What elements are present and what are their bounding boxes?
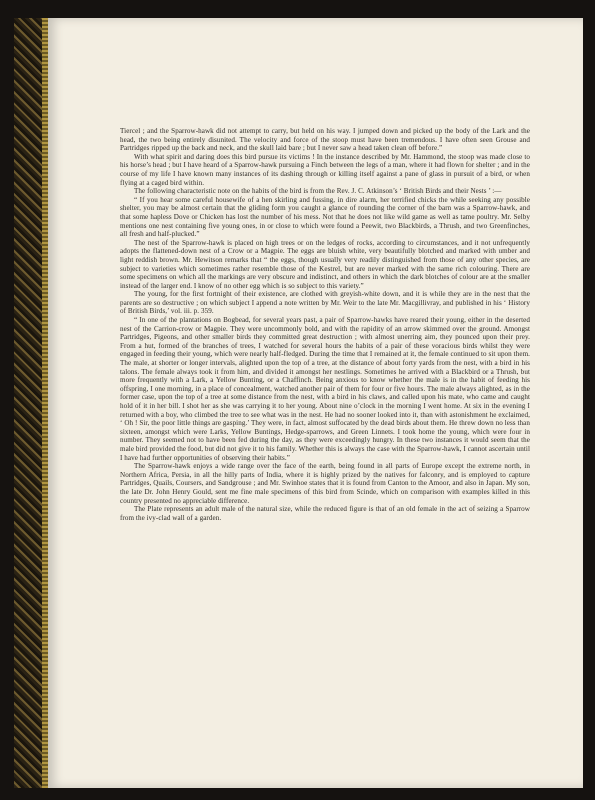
body-text bbox=[120, 127, 530, 522]
paragraph: With what spirit and daring does this bird pursue its victims ! In the instance described by Mr. Hammond, the stoop was made close to his horse’s head ; but I have heard of a Sparrow-hawk pursuing a Finch between the legs of a man, where it had flown for shelter ; and in the course of my life I have known many instances of its dashing through or killing itself against a pane of glass in pursuit of a bird, or when flying at a caged bird within. bbox=[120, 152, 530, 187]
quote-paragraph: “ If you hear some careful housewife of a hen skirling and fussing, in dire alarm, her terrified chicks the while seeking any possible shelter, you may be almost certain that the gliding form you caught a glance of rounding the corner of the barn was a Sparrow-hawk, and that some hapless Dove or Chicken has lost the number of his mess. Not that he does not like wild game as well as tame poultry. Mr. Selby mentions one nest containing five young ones, in or close to which were found a Peewit, two Blackbirds, a Thrush, and two Greenfinches, all fresh and half-plucked.” bbox=[120, 195, 530, 239]
book-spine-binding bbox=[14, 18, 45, 788]
paragraph: The following characteristic note on the habits of the bird is from the Rev. J. C. Atkinson’s ‘ British Birds and their Nests ’ :— bbox=[134, 187, 502, 196]
paragraph: The Sparrow-hawk enjoys a wide range over the face of the earth, being found in all parts of Europe except the extreme north, in Northern Africa, Persia, in all the hilly parts of India, where it is highly prized by the natives for falconry, and is employed to capture Partridges, Quails, Coursers, and Sandgrouse ; and Mr. Swinhoe states that it is found from Canton to the Amoor, and also in Japan. My son, the late Dr. John Henry Gould, sent me fine male specimens of this bird from Scinde, which on comparison with examples killed in this country presented no appreciable difference. bbox=[120, 462, 530, 505]
paragraph: Tiercel ; and the Sparrow-hawk did not attempt to carry, but held on his way. I jumped down and picked up the body of the Lark and the head, the two being entirely disunited. The velocity and force of the stoop must have been tremendous. I have often seen Grouse and Partridges ripped up the back and neck, and the skull laid bare ; but I never saw a head taken clean off before.” bbox=[120, 127, 530, 153]
paragraph: The young, for the first fortnight of their existence, are clothed with greyish-white down, and it is while they are in the nest that the parents are so destructive ; on which subject I append a note written by Mr. Weir to the late Mr. Macgillivray, and published in his ‘ History of British Birds,’ vol. iii. p. 359. bbox=[120, 290, 530, 316]
paragraph: The Plate represents an adult male of the natural size, while the reduced figure is that of an old female in the act of seizing a Sparrow from the ivy-clad wall of a garden. bbox=[120, 505, 530, 522]
paragraph: The nest of the Sparrow-hawk is placed on high trees or on the ledges of rocks, according to circumstances, and it not unfrequently adopts the flattened-down nest of a Crow or a Magpie. The eggs are bluish white, very beautifully blotched and marked with umber and light reddish brown. Mr. Hewitson remarks that “ the eggs, though usually very readily distinguished from those of any other species, are subject to varieties which sometimes rather resemble those of the Kestrel, but are never marked with the same rich colouring. There are some specimens on which all the markings are very obscure and indistinct, and others in which the dark blotches of colour are at the smaller instead of the larger end. I know of no other egg which is so subject to this variety.” bbox=[120, 238, 530, 290]
quote-paragraph: “ In one of the plantations on Bogbead, for several years past, a pair of Sparrow-hawks have reared their young, either in the deserted nest of the Carrion-crow or Magpie. They were uncommonly bold, and with the rapidity of an arrow skimmed over the ground. Amongst Partridges, Pigeons, and other smaller birds they committed great destruction ; with almost unerring aim, they pounced upon their prey. From a hut, formed of the branches of trees, I watched for several hours the habits of a pair of these voracious birds whilst they were engaged in feeding their young, which were nearly half-fledged. During the time that I remained at it, the female continued to sit upon them. The male, at shorter or longer intervals, alighted upon the top of a tree, at the distance of about forty yards from the nest, with a bird in his talons. The female always took it from him, and divided it amongst her nestlings. Sometimes he arrived with a Blackbird or a Thrush, but more frequently with a Lark, a Yellow Bunting, or a Chaffinch. Being anxious to know whether the male is in the habit of feeding his offspring, I one morning, in a place of concealment, watched another pair of them for four or five hours. The male always alighted, as in the former case, upon the top of a tree at some distance from the nest, with a bird in his claws, and called upon his mate, who came and caught hold of it in her bill. I shot her as she was carrying it to her young. About nine o’clock in the morning I went home. At six in the evening I returned with a boy, who climbed the tree to see what was in the nest. He had no sooner looked into it, than with astonishment he exclaimed, ‘ Oh ! Sir, the poor little things are gasping.’ They were, in fact, almost suffocated by the dead birds about them. He threw down no less than sixteen, amongst which were Larks, Yellow Buntings, Hedge-sparrows, and Green Linnets. I took home the young, which were four in number. They seemed not to have been fed during the day, as they were exceedingly hungry. In these two instances it would seem that the male bird provided the food, but did not give it to his family. Whether this is always the case with the Sparrow-hawk, I cannot ascertain until I have had further opportunities of observing their habits.” bbox=[120, 316, 530, 462]
